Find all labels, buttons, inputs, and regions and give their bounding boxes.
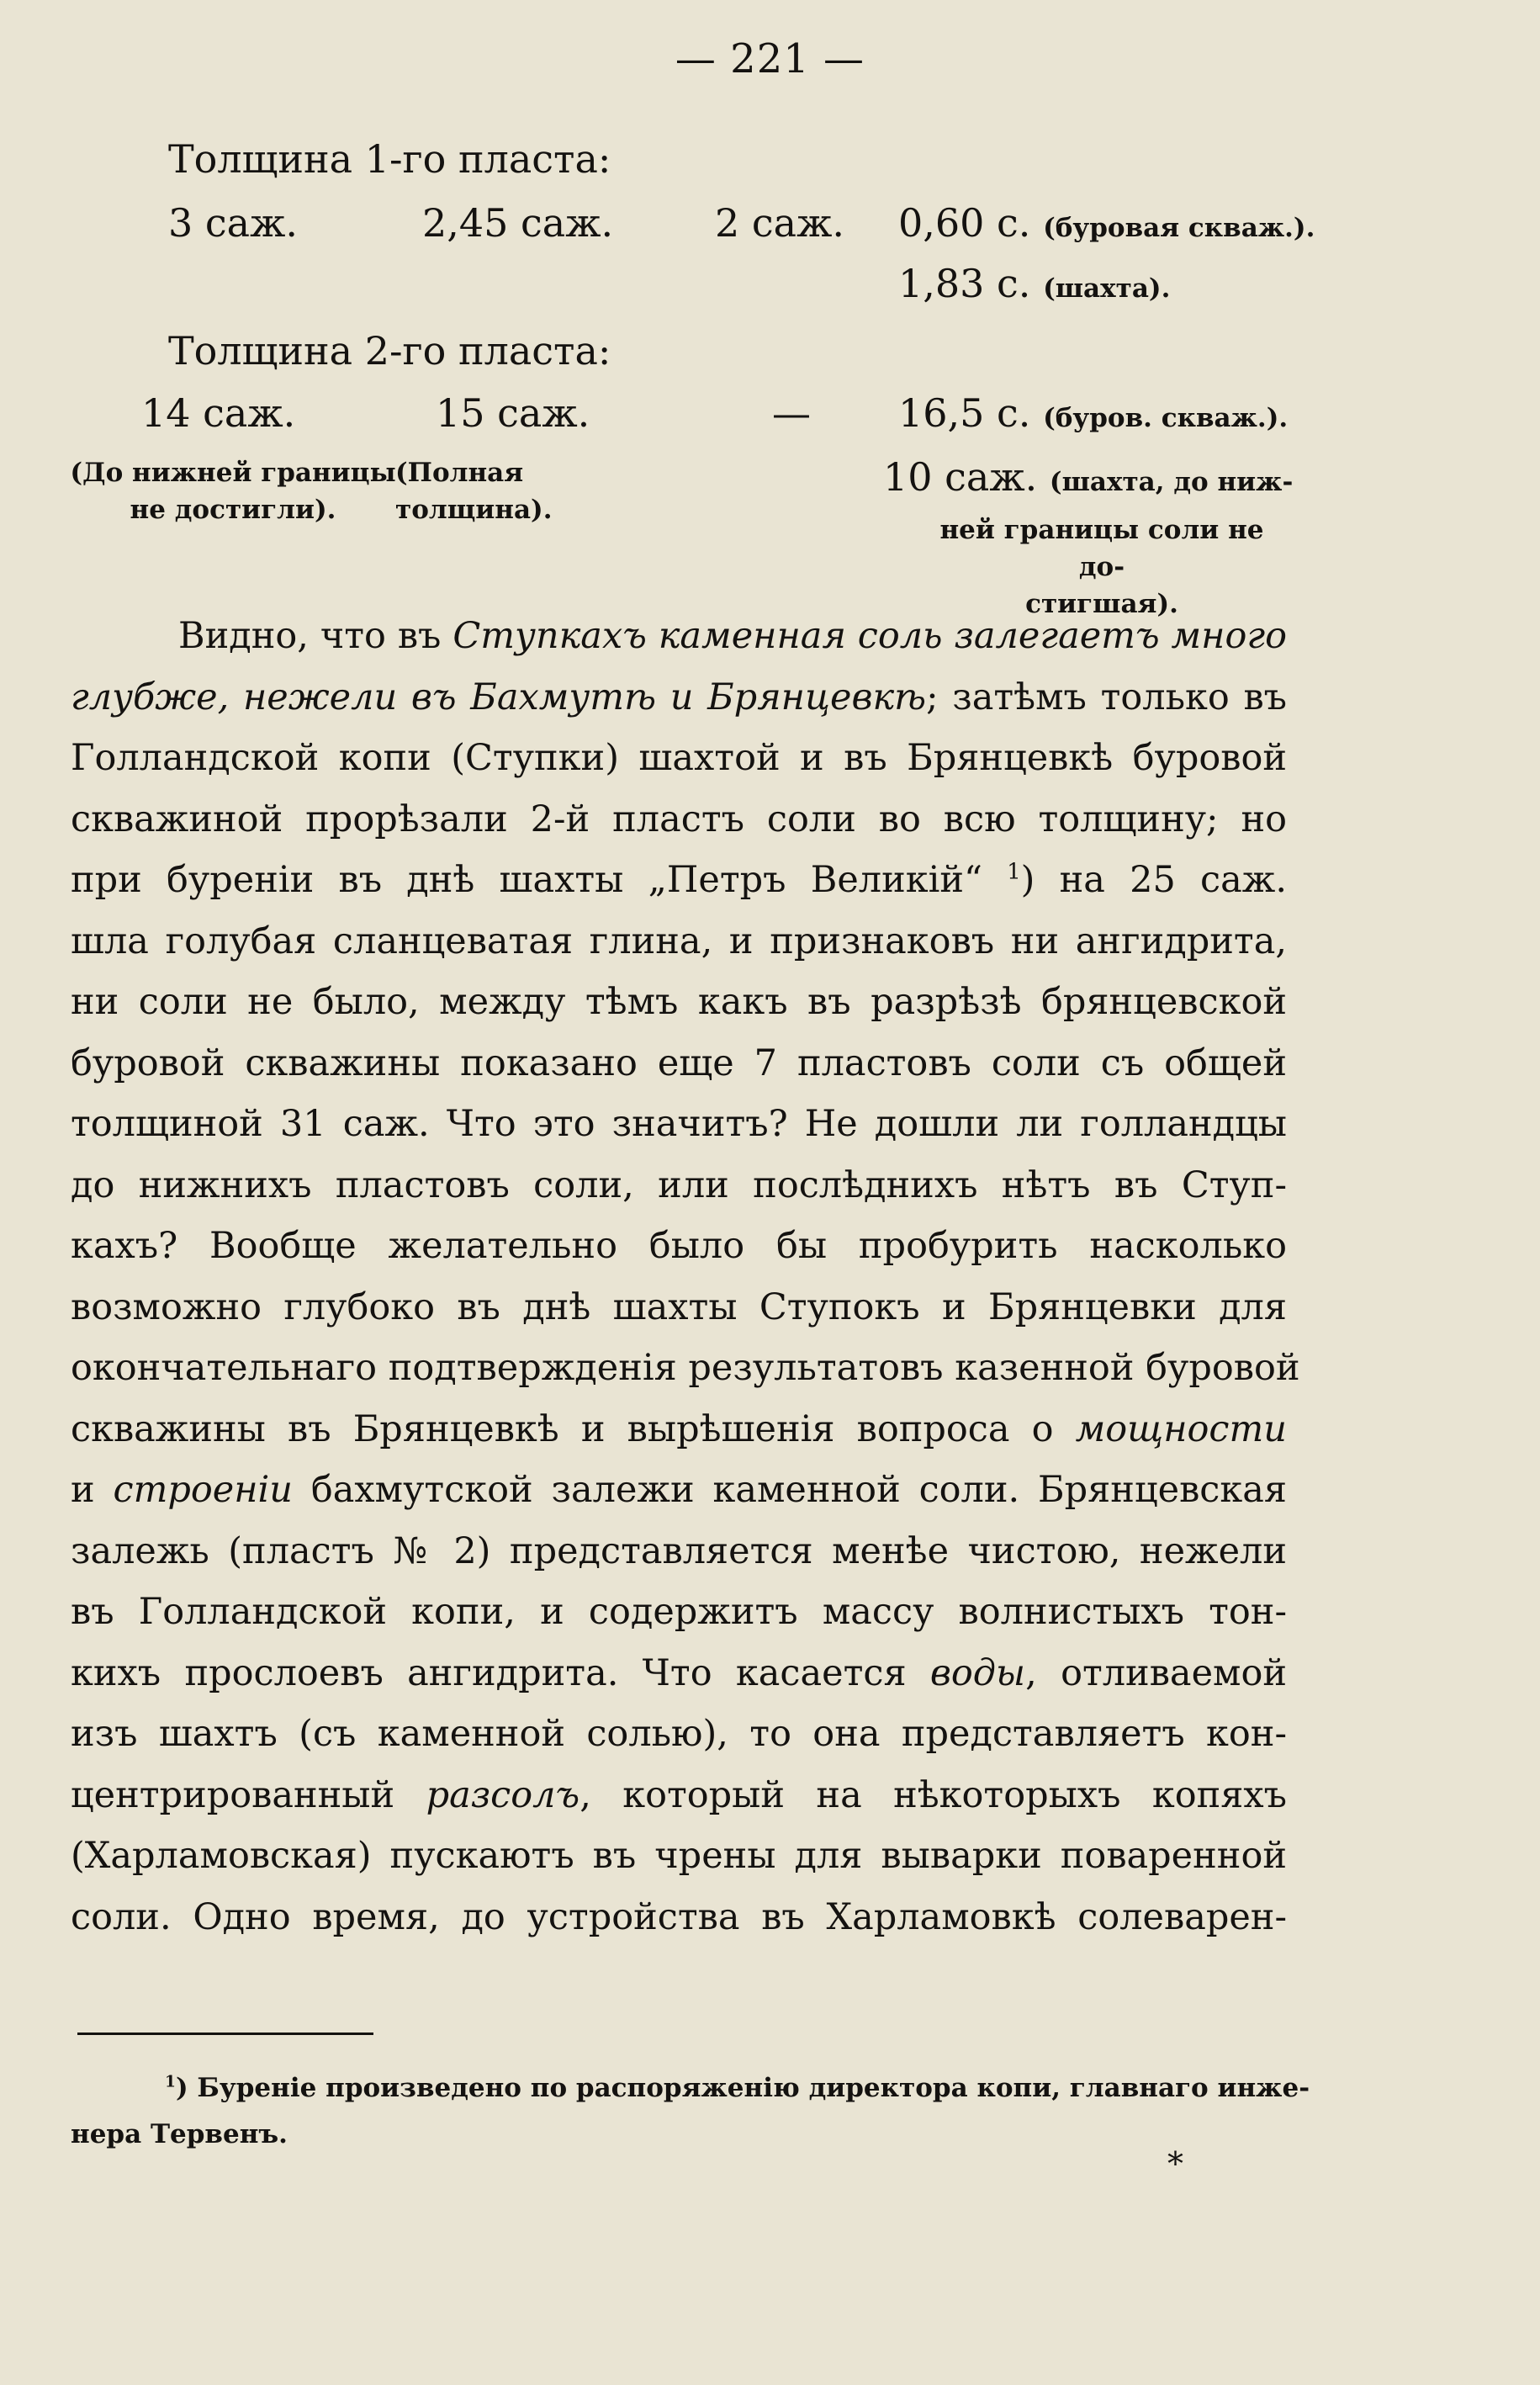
thickness-2-col2-note: (Полная толщина). [395,458,553,525]
text-line: залежь (пластъ № 2) представляется менѣе чистою, нежели [71,1529,1287,1572]
thickness-2-col4a [898,390,1288,436]
text-line: Голландской копи (Ступки) шахтой и въ Брянцевкѣ буровой [71,737,1287,779]
text-segment: бахмутской залежи каменной соли. Брянцевская [293,1469,1287,1511]
footnote-marker: 1 [165,2073,176,2091]
text-line: ни соли не было, между тѣмъ какъ въ разрѣзѣ брянцевской [71,981,1287,1023]
thickness-2-col4b [883,454,1293,500]
text-segment: ) на 25 саж. [1020,859,1287,901]
text-line: шла голубая сланцеватая глина, и признаковъ ни ангидрита, [71,920,1287,962]
italic-segment: мощности [1075,1407,1287,1450]
thickness-2-col1-note-line2: не достигли). [130,495,336,525]
thickness-1-col4b [898,261,1170,306]
footnote [71,2065,1310,2158]
footnote-rule [77,2033,373,2035]
italic-segment: воды [929,1651,1026,1694]
thickness-2-col1-note-line1: (До нижней границы [70,458,396,488]
thickness-2-col2: 15 саж. [436,390,590,436]
thickness-1-col2: 2,45 саж. [422,200,614,246]
thickness-2-col1-note [69,454,397,528]
thickness-2-col1: 14 саж. [141,390,296,436]
text-segment: при буреніи въ днѣ шахты „Петръ Великій“ [71,859,1008,901]
text-line [71,1765,1287,1826]
footnote-line: нера Тервенъ. [71,2119,288,2149]
page-number: — 221 — [675,35,865,82]
text-line: скважиной прорѣзали 2-й пластъ соли во всю толщину; но [71,798,1287,840]
text-line [71,1460,1287,1521]
text-segment: кихъ прослоевъ ангидрита. Что касается [71,1651,930,1694]
text-segment: Видно, что въ [178,615,453,657]
thickness-2-col4b-note-line2: ней границы соли не до- [939,515,1264,582]
thickness-2-col4a-note: (буров. сквaж.). [1043,403,1289,433]
thickness-2-col4a-value: 16,5 с. [898,390,1031,436]
thickness-1-heading: Толщина 1-го пласта: [168,136,611,182]
text-line [71,1643,1287,1704]
footnote-ref: 1 [1007,859,1021,885]
thickness-1-col1: 3 саж. [168,200,299,246]
text-line: изъ шахтъ (съ каменной солью), то она представляетъ кон- [71,1713,1287,1755]
text-line: кахъ? Вообще желательно было бы пробурить насколько [71,1225,1287,1267]
text-segment: и [71,1469,114,1511]
text-line: буровой скважины показано еще 7 пластовъ соли съ общей [71,1041,1287,1084]
thickness-1-col4b-note: (шахта). [1043,273,1171,304]
italic-segment: Ступкахъ каменная соль залегаетъ много [452,615,1287,657]
thickness-2-col4b-note-line3: стигшая). [1025,589,1178,619]
thickness-1-col3: 2 саж. [715,200,845,246]
thickness-1-col4b-value: 1,83 с. [898,261,1031,306]
thickness-2-col3: — [772,390,811,436]
text-line [71,850,1287,911]
text-segment: , отливаемой [1025,1651,1288,1694]
text-line [71,1399,1287,1460]
thickness-2-col4b-note-line1: (шахта, до ниж- [1049,467,1294,497]
italic-segment: глубже, нежели въ Бахмутѣ и Брянцевкѣ [71,676,927,718]
text-segment: ; затѣмъ только въ [926,676,1288,718]
thickness-1-col4a-note: (буровая сквaж.). [1043,213,1315,243]
text-line [71,667,1287,729]
text-line: соли. Одно время, до устройства въ Харламовкѣ солеварен- [71,1895,1287,1938]
footnote-text: ) Буреніе произведено по распоряженію директора копи, главнаго инже- [175,2073,1310,2103]
text-line: въ Голландской копи, и содержитъ массу волнистыхъ тон- [71,1591,1287,1633]
text-line: окончательнаго подтвержденія результатовъ казенной буровой [71,1347,1300,1389]
text-segment: центрированный [71,1773,426,1816]
footnote-line [71,2065,1310,2112]
thickness-2-heading: Толщина 2-го пласта: [168,328,611,374]
text-line: (Харламовская) пускаютъ въ чрены для выварки поваренной [71,1835,1287,1877]
main-paragraph [71,606,1300,1948]
text-segment: скважины въ Брянцевкѣ и вырѣшенія вопроса о [71,1407,1076,1450]
text-segment: , который на нѣкоторыхъ копяхъ [579,1773,1287,1816]
thickness-2-col4b-value: 10 саж. [883,454,1038,500]
signature-asterisk: * [1167,2145,1183,2182]
italic-segment: строеніи [113,1469,294,1511]
text-line: до нижнихъ пластовъ соли, или послѣднихъ нѣтъ въ Ступ- [71,1163,1287,1206]
text-line: возможно глубоко въ днѣ шахты Ступокъ и Брянцевки для [71,1285,1287,1328]
thickness-1-col4a [898,200,1315,246]
thickness-1-col4a-value: 0,60 с. [898,200,1031,246]
italic-segment: разсолъ [426,1773,580,1816]
text-line [71,606,1287,667]
text-line: толщиной 31 саж. Что это значитъ? Не дошли ли голландцы [71,1103,1287,1145]
